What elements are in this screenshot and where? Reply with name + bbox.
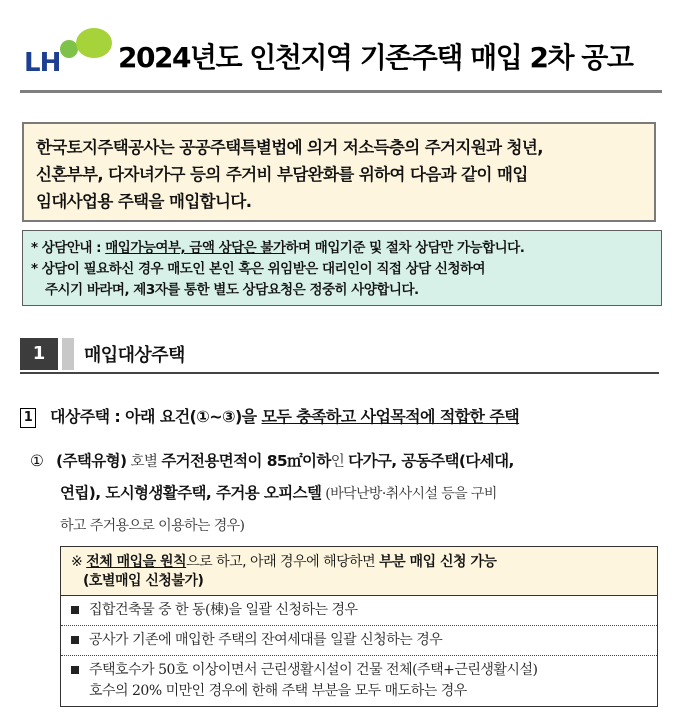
item-types-2: 연립), 도시형생활주택, 주거용 오피스텔: [60, 484, 322, 502]
section-title: 매입대상주택: [84, 345, 185, 366]
bullet-icon: [71, 666, 79, 674]
header-mid: 으로 하고, 아래 경우에 해당하면: [186, 554, 380, 570]
table-row: [61, 626, 657, 656]
item-text: 인: [330, 454, 349, 470]
item-paren-2: 하고 주거용으로 이용하는 경우): [60, 518, 245, 534]
logo-dot-large: [76, 28, 112, 58]
notice-line-3: 주시기 바라며, 제3자를 통한 별도 상담요청은 정중히 사양합니다.: [45, 282, 419, 298]
lh-logo: [20, 22, 106, 78]
intro-line: 신혼부부, 다자녀가구 등의 주거비 부담완화를 위하여 다음과 같이 매입: [36, 165, 528, 184]
note-mark: ※: [71, 554, 87, 570]
bullet-icon: [71, 606, 79, 614]
header-bold-1: 전체 매입을 원칙: [86, 554, 187, 570]
section-divider: [20, 372, 659, 374]
table-header: [61, 547, 657, 596]
subsection-number-box: 1: [20, 408, 36, 428]
row-text-continued: 호수의 20% 미만인 경우에 한해 주택 부분을 모두 매도하는 경우: [89, 683, 467, 699]
section-number: 1: [20, 338, 58, 370]
item-line-2: [30, 478, 666, 510]
row-text: 주택호수가 50호 이상이면서 근린생활시설이 건물 전체(주택+근린생활시설): [89, 662, 538, 678]
logo-text: LH: [24, 48, 61, 78]
notice-underlined: 매입가능여부, 금액 상담은 불가: [105, 240, 286, 256]
subsection-label: 대상주택 : 아래 요건(①~③)을: [50, 407, 262, 426]
title-divider: [20, 90, 662, 93]
item-text: 호별: [126, 454, 162, 470]
subsection-heading: [20, 404, 519, 428]
row-text: 공사가 기존에 매입한 주택의 잔여세대를 일괄 신청하는 경우: [89, 632, 443, 648]
header-line-2: (호별매입 신청불가): [83, 573, 204, 589]
notice-suffix: 하며 매입기준 및 절차 상담만 가능합니다.: [285, 240, 525, 256]
header-bold-2: 부분 매입 신청 가능: [379, 554, 497, 570]
notice-line-2: * 상담이 필요하신 경우 매도인 본인 혹은 위임받은 대리인이 직접 상담 신청하여: [31, 261, 486, 277]
consultation-notice: [22, 230, 662, 306]
table-row: [61, 656, 657, 706]
partial-purchase-table: [60, 546, 658, 707]
table-row: [61, 596, 657, 626]
page-title: 2024년도 인천지역 기존주택 매입 2차 공고: [118, 41, 633, 74]
notice-prefix: * 상담안내 :: [31, 240, 106, 256]
intro-box: [22, 122, 656, 222]
item-line-1: [30, 446, 666, 478]
item-type-label: (주택유형): [56, 452, 127, 470]
item-area: 주거전용면적이 85㎡이하: [161, 452, 331, 470]
notice-line-1: [31, 238, 655, 259]
bullet-icon: [71, 636, 79, 644]
intro-line: 임대사업용 주택을 매입합니다.: [36, 192, 252, 211]
item-line-3: [30, 510, 666, 542]
item-types-1: 다가구, 공동주택(다세대,: [348, 452, 514, 470]
row-text: 집합건축물 중 한 동(棟)을 일괄 신청하는 경우: [89, 602, 358, 618]
intro-line: 한국토지주택공사는 공공주택특별법에 의거 저소득층의 주거지원과 청년,: [36, 138, 543, 157]
item-number: ①: [30, 452, 44, 470]
item-paren-1: (바닥난방·취사시설 등을 구비: [321, 486, 497, 502]
requirement-item-1: [30, 446, 666, 542]
section-accent-bar: [62, 338, 74, 370]
subsection-underlined: 모두 충족하고 사업목적에 적합한 주택: [261, 407, 520, 426]
